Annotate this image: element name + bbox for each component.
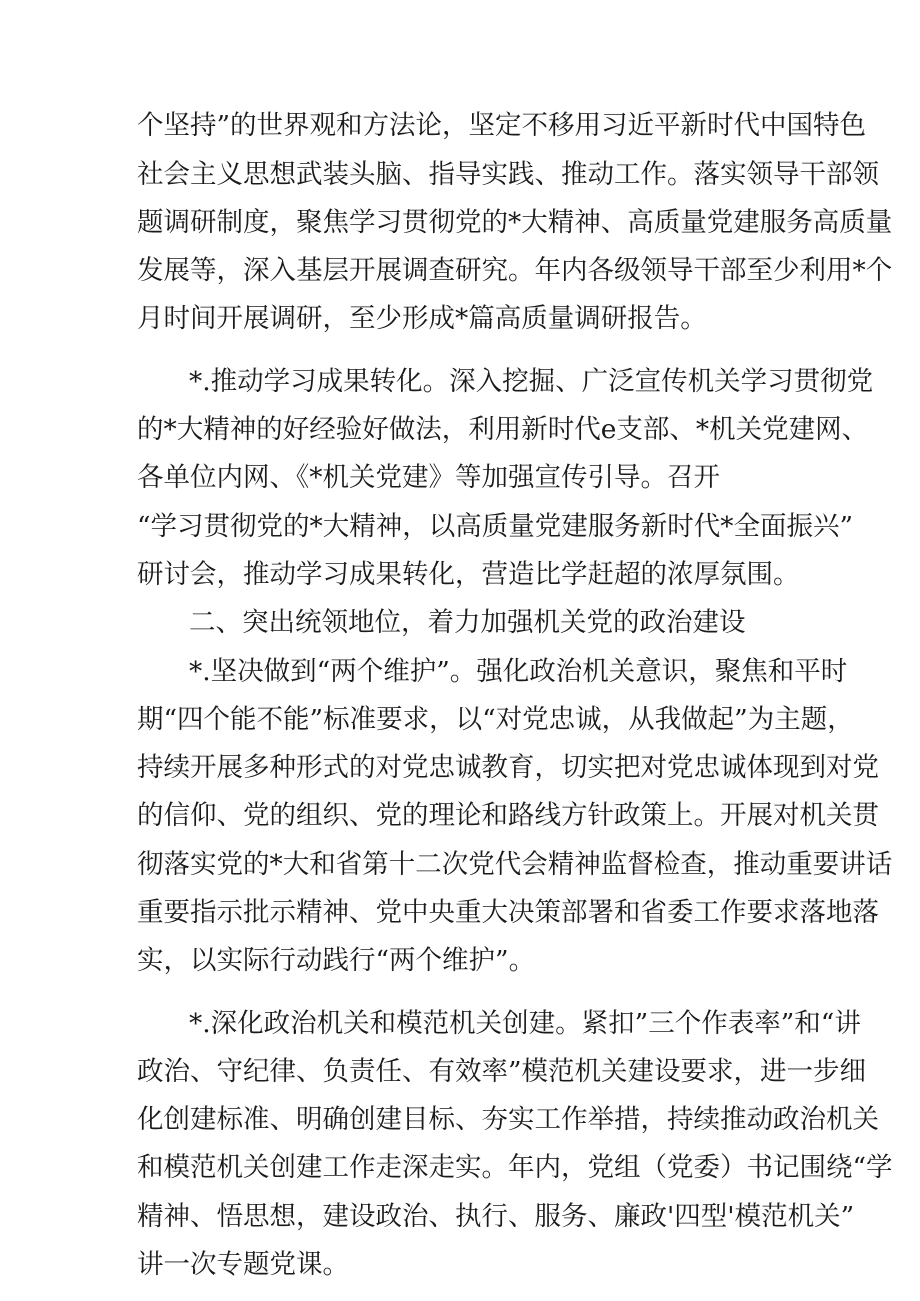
paragraph-line: 讲一次专题党课。 <box>137 1249 349 1280</box>
paragraph-line: 精神、悟思想，建设政治、执行、服务、廉政'四型'模范机关” <box>137 1201 855 1232</box>
paragraph-line: 各单位内网、《*机关党建》等加强宣传引导。召开 <box>137 462 720 493</box>
paragraph-line: 化创建标准、明确创建目标、夯实工作举措，持续推动政治机关 <box>137 1104 879 1135</box>
paragraph-line: 的*大精神的好经验好做法，利用新时代e支部、*机关党建网、 <box>137 414 869 445</box>
paragraph-line: 题调研制度，聚焦学习贯彻党的*大精神、高质量党建服务高质量 <box>137 207 893 238</box>
paragraph-line: 期“四个能不能”标准要求，以“对党忠诚，从我做起”为主题， <box>137 704 854 735</box>
paragraph-line: 和模范机关创建工作走深走实。年内，党组（党委）书记围绕“学 <box>137 1152 893 1183</box>
paragraph-line: 研讨会，推动学习成果转化，营造比学赶超的浓厚氛围。 <box>137 559 800 590</box>
paragraph-line: *.推动学习成果转化。深入挖掘、广泛宣传机关学习贯彻党 <box>189 366 874 397</box>
paragraph-line: 实，以实际行动践行“两个维护”。 <box>137 945 536 976</box>
paragraph-line: 个坚持”的世界观和方法论，坚定不移用习近平新时代中国特色 <box>137 110 867 141</box>
paragraph-line: 发展等，深入基层开展调查研究。年内各级领导干部至少利用*个 <box>137 255 893 286</box>
paragraph-line: *.坚决做到“两个维护”。强化政治机关意识，聚焦和平时 <box>189 656 848 687</box>
paragraph-line: 重要指示批示精神、党中央重大决策部署和省委工作要求落地落 <box>137 897 879 928</box>
paragraph-line: 社会主义思想武装头脑、指导实践、推动工作。落实领导干部领 <box>137 159 879 190</box>
paragraph-line: 政治、守纪律、负责任、有效率”模范机关建设要求，进一步细 <box>137 1056 867 1087</box>
paragraph-line: 彻落实党的*大和省第十二次党代会精神监督检查，推动重要讲话 <box>137 849 893 880</box>
paragraph-line: 持续开展多种形式的对党忠诚教育，切实把对党忠诚体现到对党 <box>137 752 879 783</box>
paragraph-line: *.深化政治机关和模范机关创建。紧扣”三个作表率”和“讲 <box>189 1008 861 1039</box>
paragraph-line: 的信仰、党的组织、党的理论和路线方针政策上。开展对机关贯 <box>137 800 879 831</box>
section-heading: 二、突出统领地位，着力加强机关党的政治建设 <box>189 607 746 638</box>
paragraph-line: “学习贯彻党的*大精神，以高质量党建服务新时代*全面振兴” <box>137 511 854 542</box>
paragraph-line: 月时间开展调研，至少形成*篇高质量调研报告。 <box>137 303 707 334</box>
